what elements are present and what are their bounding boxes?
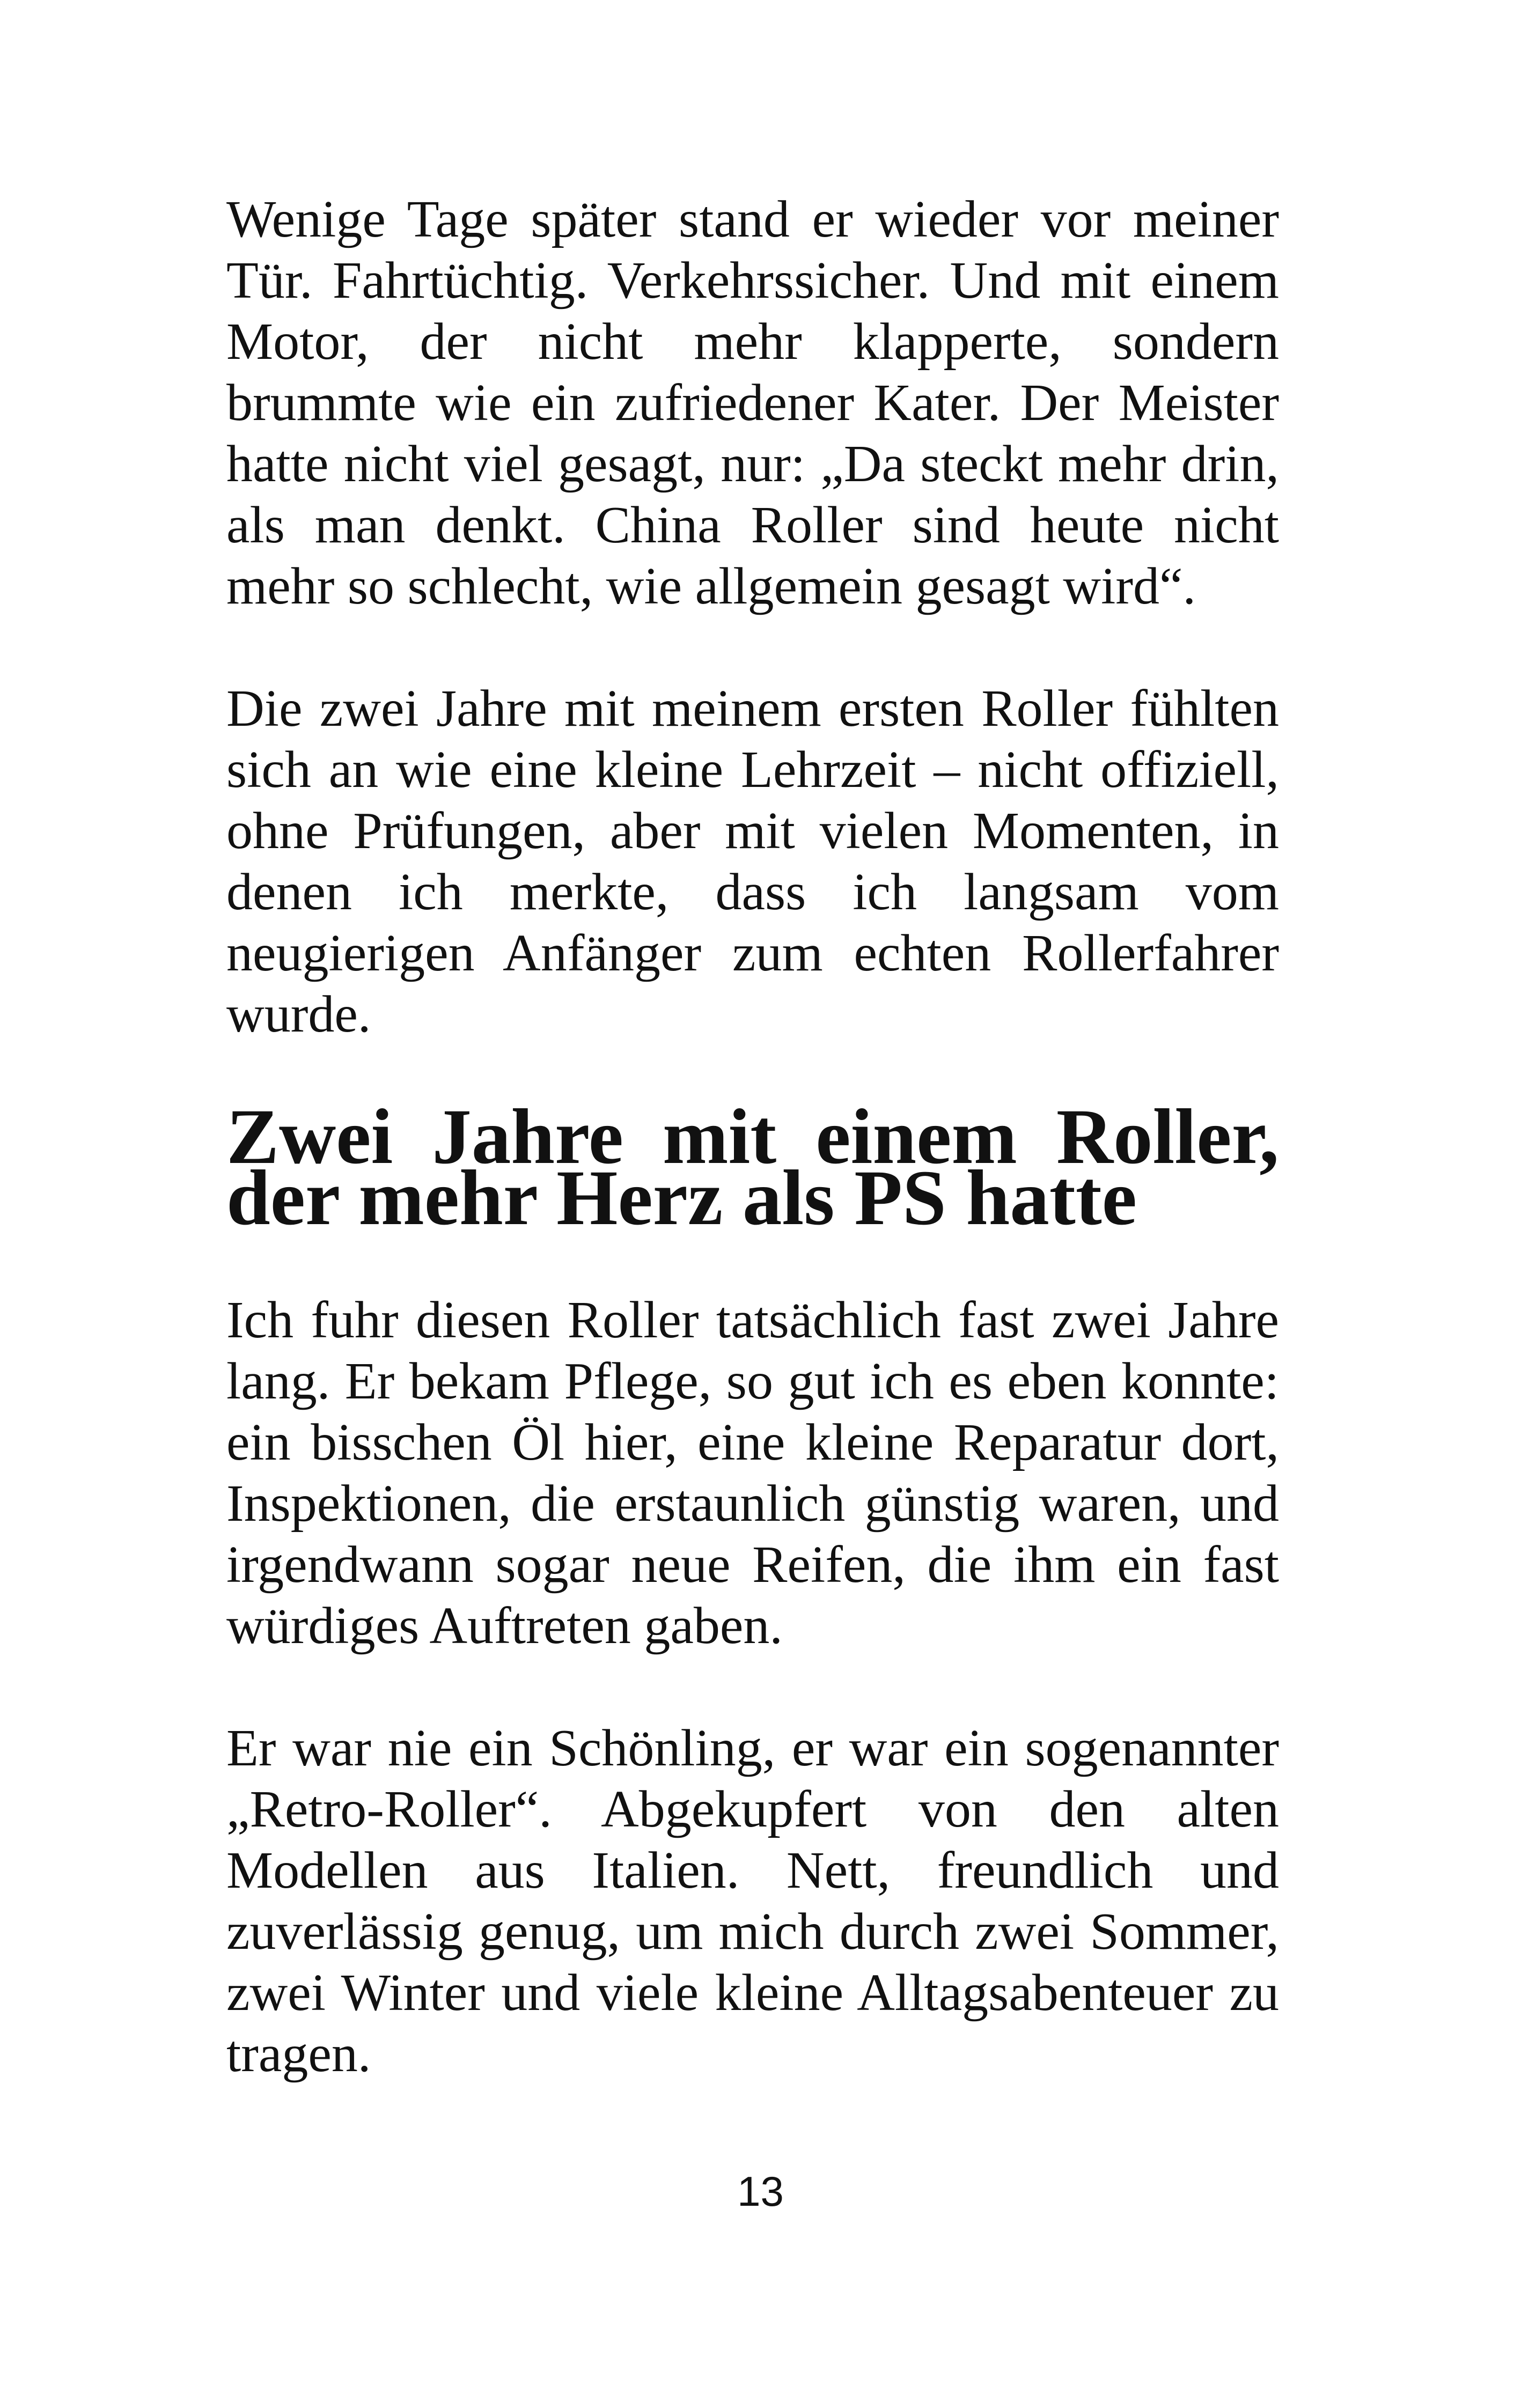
paragraph-two-years: Ich fuhr diesen Roller tatsächlich fast zwei Jahre lang. Er bekam Pflege, so gut ich es eben konnte: ein bisschen Öl hier, eine kleine Reparatur dort, Inspektionen, die erstaunlich günstig waren, und irgendwann sogar neue Reifen, die ihm ein fast würdiges Auftreten gaben. (226, 1291, 1279, 1655)
paragraph-retro-roller: Er war nie ein Schönling, er war ein sogenannter „Retro-Roller“. Abgekupfert von den alten Modellen aus Italien. Nett, freundlich und zuverlässig genug, um mich durch zwei Sommer, zwei Winter und viele kleine Alltagsabenteuer zu tragen. (226, 1719, 1279, 2083)
paragraph-apprenticeship: Die zwei Jahre mit meinem ersten Roller fühlten sich an wie eine kleine Lehrzeit – nicht offiziell, ohne Prüfungen, aber mit vielen Momenten, in denen ich merkte, dass ich langsam vom neugierigen Anfänger zum echten Rollerfahrer wurde. (226, 680, 1279, 1043)
paragraph-repair-return: Wenige Tage später stand er wieder vor meiner Tür. Fahrtüchtig. Verkehrssicher. Und mit einem Motor, der nicht mehr klapperte, sondern brummte wie ein zufriedener Kater. Der Meister hatte nicht viel gesagt, nur: „Da steckt mehr drin, als man denkt. China Roller sind heute nicht mehr so schlecht, wie allgemein gesagt wird“. (226, 190, 1279, 615)
page-number: 13 (737, 2168, 784, 2215)
section-heading: Zwei Jahre mit einem Roller, der mehr Herz als PS hatte (226, 1093, 1279, 1241)
page-body (226, 189, 1279, 2146)
